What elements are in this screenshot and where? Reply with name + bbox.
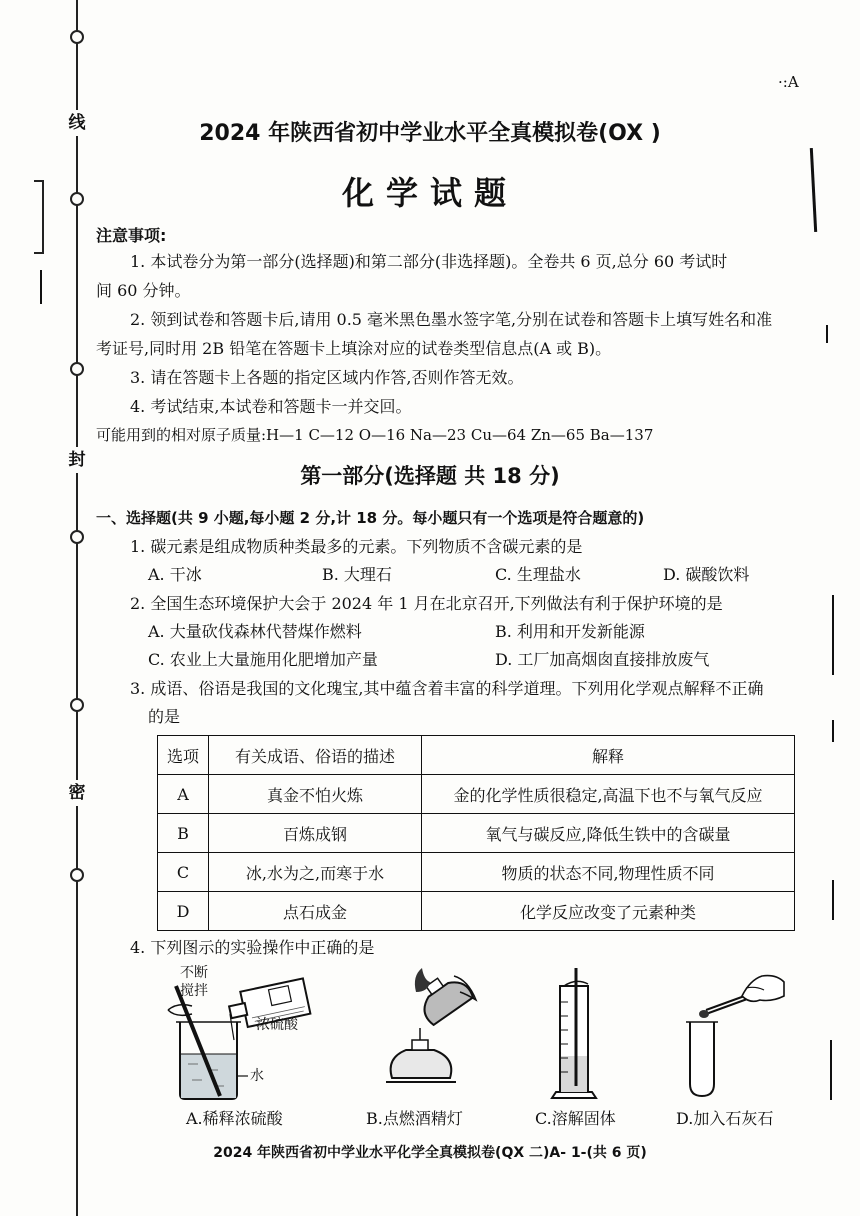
edge-mark bbox=[832, 720, 834, 742]
notice-item-4: 4. 考试结束,本试卷和答题卡一并交回。 bbox=[130, 397, 412, 416]
edge-mark bbox=[826, 325, 828, 343]
q2-option-b: B. 利用和开发新能源 bbox=[495, 622, 645, 641]
table-cell: C bbox=[158, 853, 209, 892]
binding-hole bbox=[70, 868, 84, 882]
table-row bbox=[158, 892, 795, 931]
notice-item-3: 3. 请在答题卡上各题的指定区域内作答,否则作答无效。 bbox=[130, 368, 524, 387]
table-cell: 冰,水为之,而寒于水 bbox=[209, 853, 422, 892]
fig-a-caption: A.稀释浓硫酸 bbox=[186, 1109, 283, 1128]
fig-a-label-stir-1: 不断 bbox=[180, 965, 208, 981]
fig-a-label-stir-2: 搅拌 bbox=[180, 983, 208, 999]
table-header-cell: 选项 bbox=[158, 736, 209, 775]
binding-char-xian: 线 bbox=[64, 110, 90, 136]
fig-c-caption: C.溶解固体 bbox=[535, 1109, 616, 1128]
exam-title: 2024 年陕西省初中学业水平全真模拟卷(OX ) bbox=[199, 121, 661, 146]
section-intro: 一、选择题(共 9 小题,每小题 2 分,计 18 分。每小题只有一个选项是符合题意的) bbox=[96, 509, 645, 527]
q1-option-b: B. 大理石 bbox=[322, 565, 392, 584]
q3-stem: 3. 成语、俗语是我国的文化瑰宝,其中蕴含着丰富的科学道理。下列用化学观点解释不正确 bbox=[130, 679, 764, 698]
table-cell: D bbox=[158, 892, 209, 931]
table-row bbox=[158, 853, 795, 892]
table-cell: A bbox=[158, 775, 209, 814]
atomic-masses: 可能用到的相对原子质量:H—1 C—12 O—16 Na—23 Cu—64 Zn—65 Ba—137 bbox=[96, 426, 654, 444]
fig-a-label-acid: 浓硫酸 bbox=[256, 1017, 298, 1033]
figure-d-add-limestone bbox=[676, 966, 786, 1102]
q3-stem-cont: 的是 bbox=[148, 707, 181, 726]
subject-title: 化学试题 bbox=[341, 174, 518, 212]
q1-stem: 1. 碳元素是组成物质种类最多的元素。下列物质不含碳元素的是 bbox=[130, 537, 583, 556]
corner-mark: ·:A bbox=[778, 73, 799, 91]
table-cell: 氧气与碳反应,降低生铁中的含碳量 bbox=[422, 814, 795, 853]
binding-hole bbox=[70, 698, 84, 712]
binding-char-mi: 密 bbox=[64, 780, 90, 806]
q2-option-a: A. 大量砍伐森林代替煤作燃料 bbox=[148, 622, 362, 641]
q3-table bbox=[157, 735, 795, 931]
table-cell: 物质的状态不同,物理性质不同 bbox=[422, 853, 795, 892]
q2-option-d: D. 工厂加高烟囱直接排放废气 bbox=[495, 650, 710, 669]
table-row bbox=[158, 775, 795, 814]
notice-item-2: 2. 领到试卷和答题卡后,请用 0.5 毫米黑色墨水签字笔,分别在试卷和答题卡上填写姓名和准 bbox=[130, 310, 773, 329]
q2-option-c: C. 农业上大量施用化肥增加产量 bbox=[148, 650, 378, 669]
table-cell: 真金不怕火炼 bbox=[209, 775, 422, 814]
q4-stem: 4. 下列图示的实验操作中正确的是 bbox=[130, 938, 375, 957]
q1-option-a: A. 干冰 bbox=[148, 565, 202, 584]
figure-c-dissolve bbox=[546, 966, 606, 1102]
table-header-cell: 有关成语、俗语的描述 bbox=[209, 736, 422, 775]
notice-item-1: 1. 本试卷分为第一部分(选择题)和第二部分(非选择题)。全卷共 6 页,总分 60 考试时 bbox=[130, 252, 728, 271]
figure-b-light-lamp bbox=[372, 966, 492, 1102]
page-footer: 2024 年陕西省初中学业水平化学全真模拟卷(QX 二)A- 1-(共 6 页) bbox=[213, 1145, 647, 1161]
binding-hole bbox=[70, 30, 84, 44]
table-cell: B bbox=[158, 814, 209, 853]
q1-option-c: C. 生理盐水 bbox=[495, 565, 581, 584]
q2-stem: 2. 全国生态环境保护大会于 2024 年 1 月在北京召开,下列做法有利于保护环境的是 bbox=[130, 594, 723, 613]
fig-a-label-water: 水 bbox=[250, 1068, 264, 1084]
fig-d-caption: D.加入石灰石 bbox=[676, 1109, 774, 1128]
edge-mark bbox=[830, 1040, 832, 1100]
fig-b-caption: B.点燃酒精灯 bbox=[366, 1109, 463, 1128]
notice-heading: 注意事项: bbox=[96, 226, 167, 245]
table-cell: 点石成金 bbox=[209, 892, 422, 931]
notice-item-1-cont: 间 60 分钟。 bbox=[96, 281, 191, 300]
edge-mark bbox=[40, 270, 42, 304]
table-header-cell: 解释 bbox=[422, 736, 795, 775]
table-cell: 化学反应改变了元素种类 bbox=[422, 892, 795, 931]
part1-heading: 第一部分(选择题 共 18 分) bbox=[300, 464, 560, 488]
table-header-row bbox=[158, 736, 795, 775]
edge-mark bbox=[832, 880, 834, 920]
q1-option-d: D. 碳酸饮料 bbox=[663, 565, 750, 584]
table-cell: 金的化学性质很稳定,高温下也不与氧气反应 bbox=[422, 775, 795, 814]
binding-hole bbox=[70, 362, 84, 376]
table-cell: 百炼成钢 bbox=[209, 814, 422, 853]
notice-item-2-cont: 考证号,同时用 2B 铅笔在答题卡上填涂对应的试卷类型信息点(A 或 B)。 bbox=[96, 339, 612, 358]
edge-mark bbox=[832, 595, 834, 675]
table-row bbox=[158, 814, 795, 853]
binding-char-feng: 封 bbox=[64, 447, 90, 473]
binding-hole bbox=[70, 530, 84, 544]
